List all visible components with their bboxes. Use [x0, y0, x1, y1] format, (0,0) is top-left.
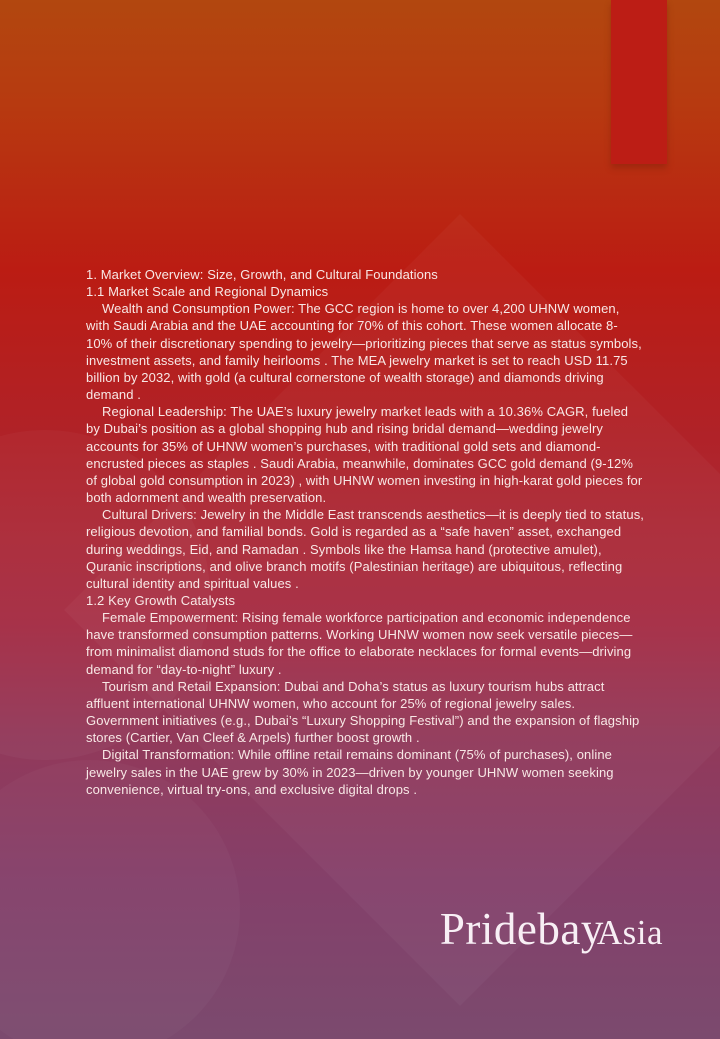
accent-rectangle — [611, 0, 667, 164]
section-heading: 1.2 Key Growth Catalysts — [86, 592, 236, 608]
body-paragraph: Cultural Drivers: Jewelry in the Middle East transcends aesthetics—it is deeply tied to status, religious devotion, and familial bonds. Gold is regarded as a “safe haven” asset, exchanged during weddings, Eid, and Ramadan . Symbols like the Hamsa hand (protective amulet), Quranic inscriptions, and olive branch motifs (Palestinian heritage) are ubiquitous, reflecting cultural identity and spiritual values . — [86, 507, 645, 591]
body-paragraph: Regional Leadership: The UAE’s luxury jewelry market leads with a 10.36% CAGR, fueled by Dubai’s position as a global shopping hub and rising bridal demand—wedding jewelry accounts for 35% of UHNW women’s purchases, with traditional gold sets and diamond-encrusted pieces as staples . Saudi Arabia, meanwhile, dominates GCC gold demand (9-12% of global gold consumption in 2023) , with UHNW women investing in high-karat gold pieces for both adornment and wealth preservation. — [86, 404, 643, 506]
section-heading: 1.1 Market Scale and Regional Dynamics — [86, 284, 329, 300]
section-heading: 1. Market Overview: Size, Growth, and Cultural Foundations — [86, 267, 438, 282]
body-paragraph: Wealth and Consumption Power: The GCC region is home to over 4,200 UHNW women, with Saudi Arabia and the UAE accounting for 70% of this cohort. These women allocate 8-10% of their discretionary spending to jewelry—prioritizing pieces that serve as status symbols, investment assets, and family heirlooms . The MEA jewelry market is set to reach USD 11.75 billion by 2032, with gold (a cultural cornerstone of wealth storage) and diamonds driving demand . — [86, 301, 642, 403]
body-paragraph: Digital Transformation: While offline retail remains dominant (75% of purchases), online jewelry sales in the UAE grew by 30% in 2023—driven by younger UHNW women seeking convenience, virtual try-ons, and exclusive digital drops . — [86, 747, 614, 797]
body-paragraph: Tourism and Retail Expansion: Dubai and Doha’s status as luxury tourism hubs attract affluent international UHNW women, who account for 25% of regional jewelry sales. Government initiatives (e.g., Dubai’s “Luxury Shopping Festival”) and the expansion of flagship stores (Cartier, Van Cleef & Arpels) further boost growth . — [86, 678, 640, 746]
logo-secondary-text: Asia — [596, 913, 663, 952]
body-paragraph: Female Empowerment: Rising female workforce participation and economic independence have transformed consumption patterns. Working UHNW women now seek versatile pieces—from minimalist diamond studs for the office to elaborate necklaces for formal events—driving demand for “day-to-night” luxury . — [86, 610, 633, 677]
logo — [440, 903, 663, 955]
body-text — [86, 266, 644, 798]
logo-primary-text: Pridebay — [439, 904, 604, 954]
decorative-circle — [0, 760, 240, 1039]
